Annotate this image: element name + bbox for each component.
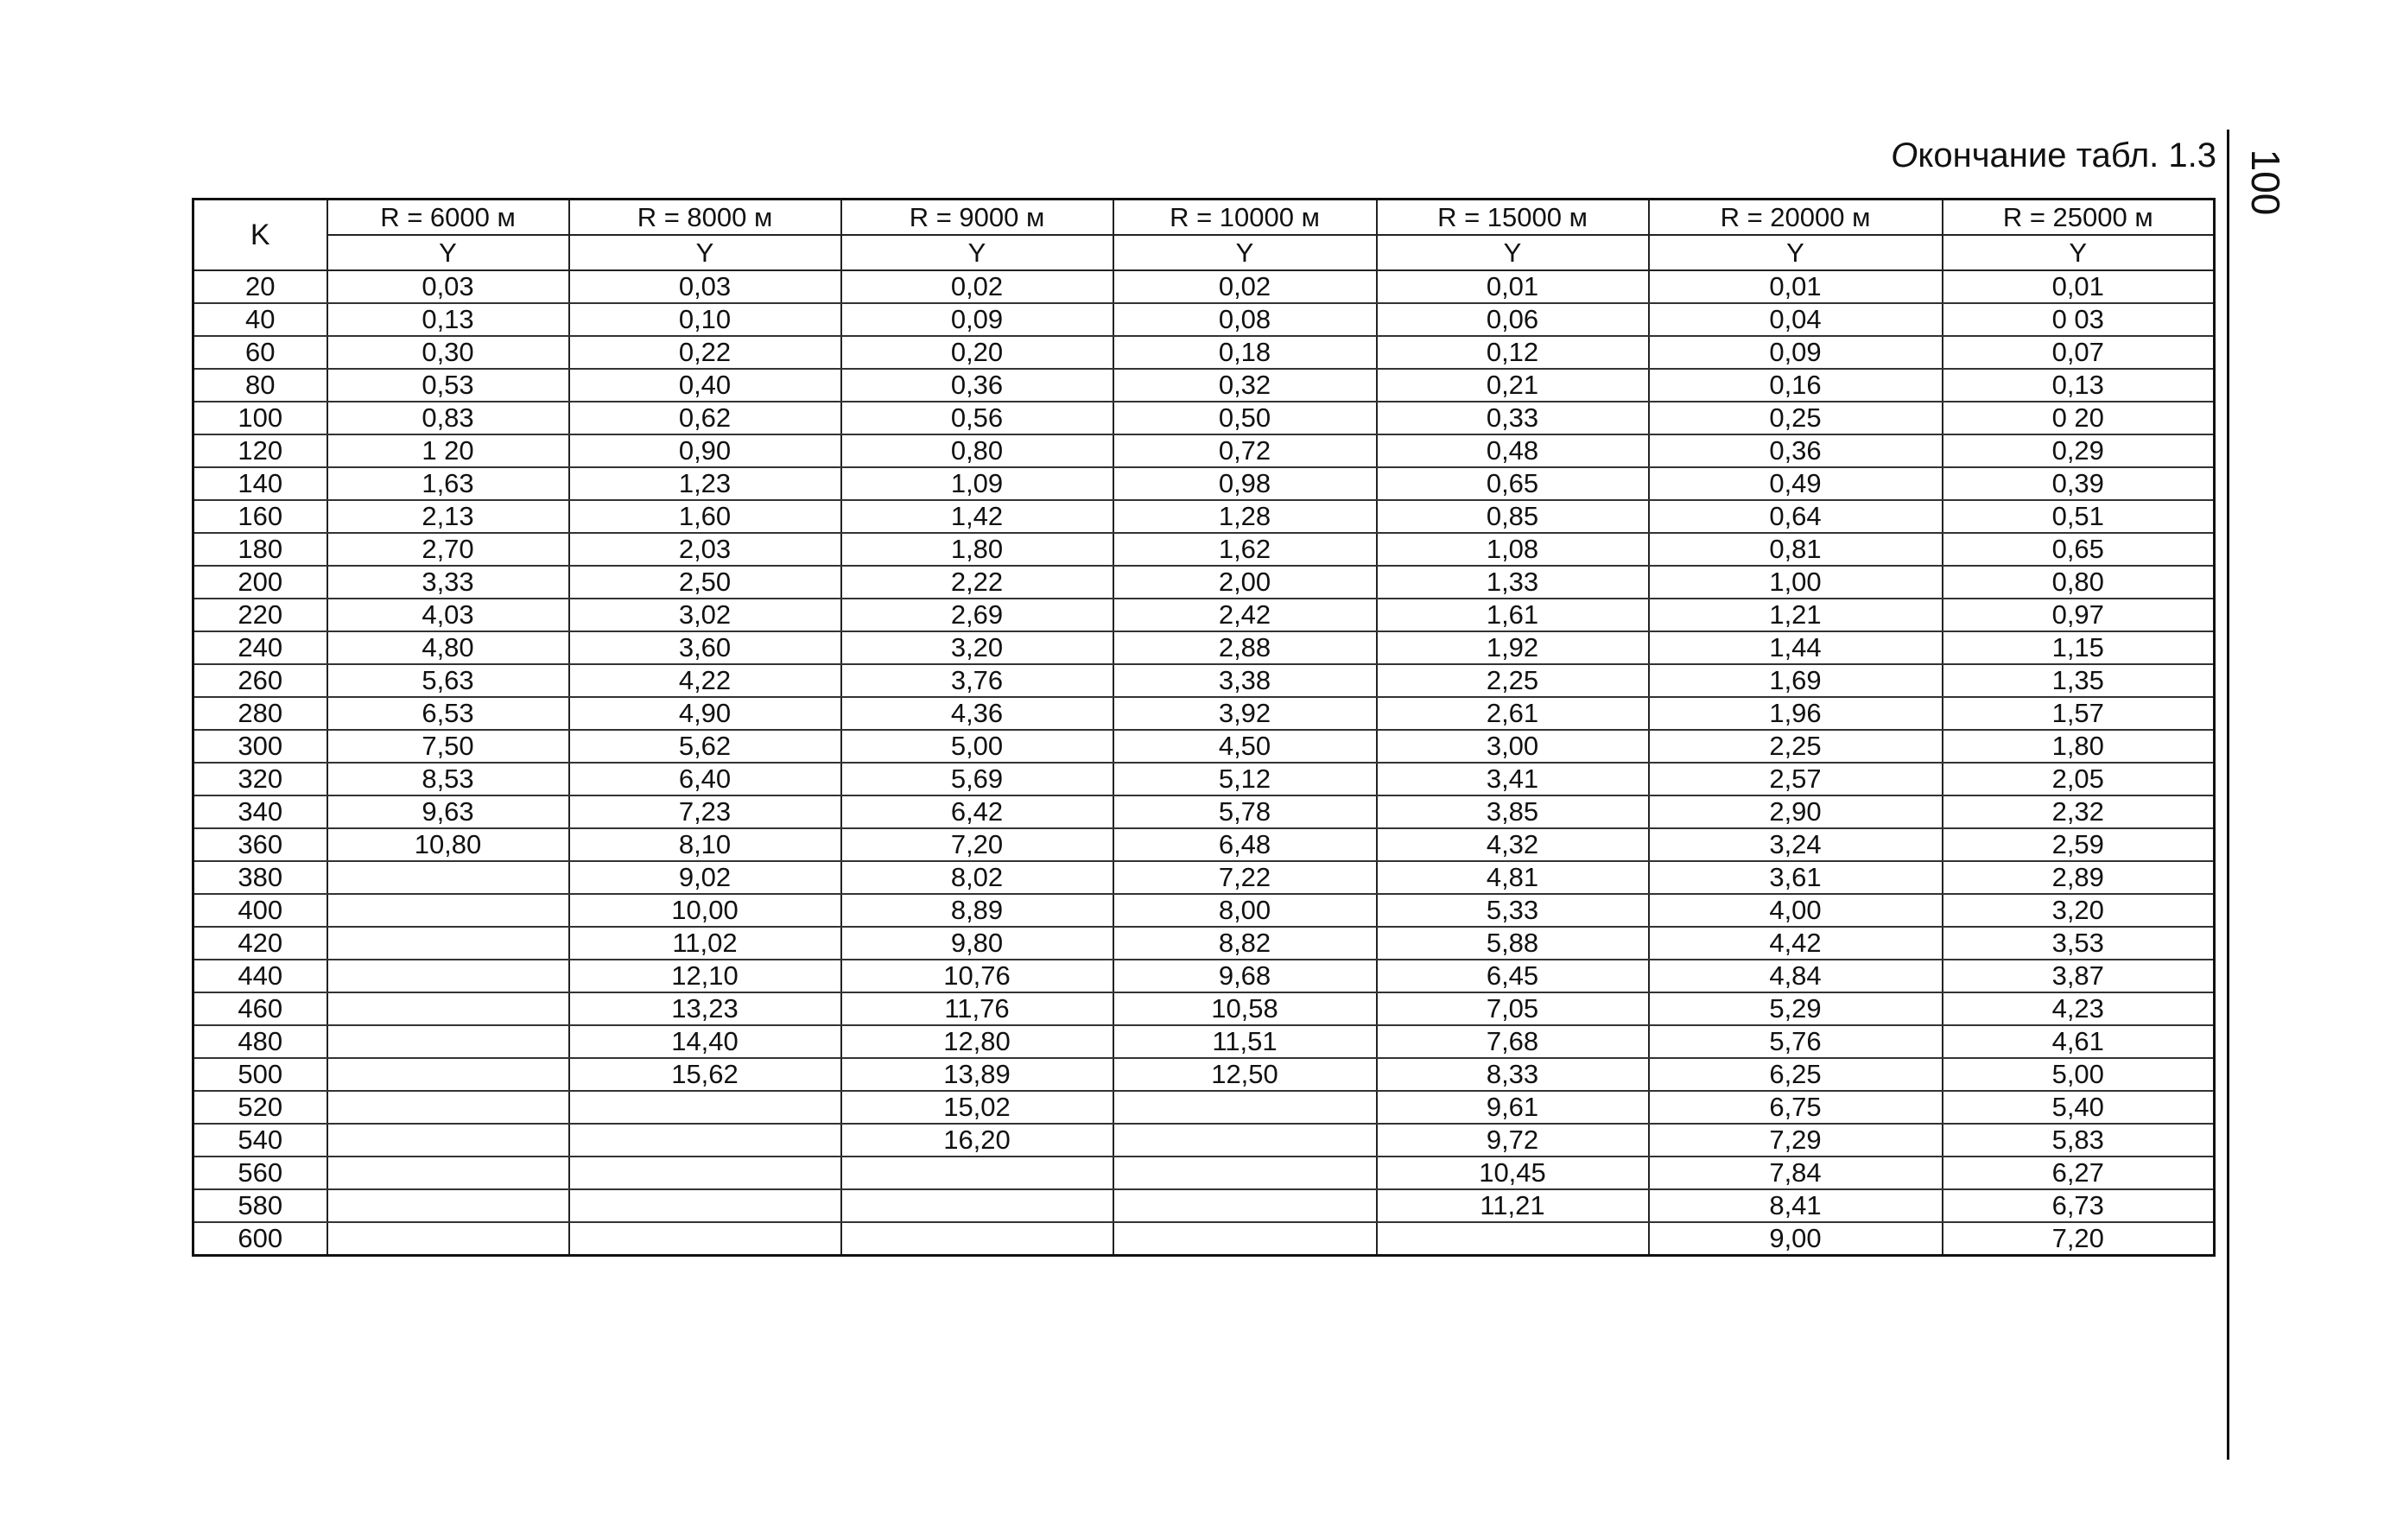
k-value-cell: 600 [193, 1222, 327, 1256]
k-value-cell: 260 [193, 664, 327, 697]
y-value-cell: 5,83 [1943, 1124, 2215, 1157]
y-value-cell: 0,83 [327, 402, 569, 434]
k-value-cell: 280 [193, 697, 327, 730]
caption-initial-letter: О [1891, 136, 1918, 174]
y-value-cell: 9,63 [327, 795, 569, 828]
y-value-cell: 1 20 [327, 434, 569, 467]
y-value-cell: 5,76 [1649, 1025, 1943, 1058]
y-value-cell: 0,39 [1943, 467, 2215, 500]
y-value-cell: 3,41 [1377, 763, 1649, 795]
y-subheader: Y [569, 235, 841, 270]
y-value-cell: 10,00 [569, 894, 841, 927]
y-value-cell: 7,50 [327, 730, 569, 763]
y-header-row [193, 235, 2215, 270]
y-value-cell: 0,09 [1649, 336, 1943, 369]
y-value-cell: 7,20 [841, 828, 1113, 861]
y-value-cell: 0,36 [841, 369, 1113, 402]
radius-header: R = 20000 м [1649, 200, 1943, 236]
y-value-cell: 0,18 [1113, 336, 1377, 369]
y-value-cell: 2,00 [1113, 566, 1377, 599]
k-value-cell: 440 [193, 960, 327, 992]
y-value-cell: 1,23 [569, 467, 841, 500]
y-value-cell: 2,50 [569, 566, 841, 599]
y-value-cell: 16,20 [841, 1124, 1113, 1157]
y-value-cell: 14,40 [569, 1025, 841, 1058]
table-row [193, 1124, 2215, 1157]
y-value-cell [569, 1157, 841, 1189]
y-value-cell [841, 1222, 1113, 1256]
y-value-cell: 0,16 [1649, 369, 1943, 402]
curve-offset-table [192, 198, 2216, 1257]
k-value-cell: 380 [193, 861, 327, 894]
page-number: 100 [2243, 149, 2288, 216]
table-row [193, 1058, 2215, 1091]
table-row [193, 402, 2215, 434]
y-value-cell: 0,36 [1649, 434, 1943, 467]
y-value-cell: 15,62 [569, 1058, 841, 1091]
y-value-cell: 9,68 [1113, 960, 1377, 992]
k-value-cell: 400 [193, 894, 327, 927]
y-value-cell [327, 992, 569, 1025]
y-value-cell: 11,02 [569, 927, 841, 960]
y-value-cell: 0 03 [1943, 303, 2215, 336]
y-value-cell: 8,53 [327, 763, 569, 795]
y-value-cell: 0,29 [1943, 434, 2215, 467]
y-value-cell: 2,57 [1649, 763, 1943, 795]
table-row [193, 566, 2215, 599]
table-row [193, 828, 2215, 861]
y-value-cell: 0,80 [841, 434, 1113, 467]
y-value-cell [327, 927, 569, 960]
y-value-cell [327, 1189, 569, 1222]
y-value-cell: 6,45 [1377, 960, 1649, 992]
y-value-cell: 0,08 [1113, 303, 1377, 336]
y-value-cell: 4,81 [1377, 861, 1649, 894]
y-value-cell: 0,33 [1377, 402, 1649, 434]
y-value-cell: 0,02 [1113, 270, 1377, 303]
y-value-cell: 4,42 [1649, 927, 1943, 960]
y-value-cell: 1,57 [1943, 697, 2215, 730]
y-value-cell [569, 1222, 841, 1256]
y-value-cell: 6,40 [569, 763, 841, 795]
y-subheader: Y [1649, 235, 1943, 270]
y-value-cell: 0,53 [327, 369, 569, 402]
y-value-cell: 12,80 [841, 1025, 1113, 1058]
y-value-cell: 1,92 [1377, 631, 1649, 664]
y-value-cell: 0,06 [1377, 303, 1649, 336]
y-value-cell [569, 1189, 841, 1222]
y-value-cell: 0,01 [1377, 270, 1649, 303]
y-value-cell: 3,38 [1113, 664, 1377, 697]
table-row [193, 631, 2215, 664]
table-row [193, 861, 2215, 894]
y-value-cell: 7,22 [1113, 861, 1377, 894]
y-value-cell [841, 1189, 1113, 1222]
y-value-cell: 0,98 [1113, 467, 1377, 500]
y-value-cell: 0,07 [1943, 336, 2215, 369]
y-value-cell: 0,09 [841, 303, 1113, 336]
y-value-cell: 12,10 [569, 960, 841, 992]
y-value-cell: 4,84 [1649, 960, 1943, 992]
y-value-cell [569, 1091, 841, 1124]
y-value-cell: 5,62 [569, 730, 841, 763]
k-value-cell: 520 [193, 1091, 327, 1124]
y-value-cell: 6,27 [1943, 1157, 2215, 1189]
y-value-cell: 7,68 [1377, 1025, 1649, 1058]
y-value-cell [327, 1091, 569, 1124]
y-value-cell: 0,12 [1377, 336, 1649, 369]
y-value-cell: 3,92 [1113, 697, 1377, 730]
k-value-cell: 180 [193, 533, 327, 566]
k-value-cell: 220 [193, 599, 327, 631]
y-value-cell: 3,20 [1943, 894, 2215, 927]
y-value-cell: 7,23 [569, 795, 841, 828]
y-value-cell: 1,09 [841, 467, 1113, 500]
y-value-cell: 2,22 [841, 566, 1113, 599]
y-value-cell: 1,69 [1649, 664, 1943, 697]
y-value-cell: 2,70 [327, 533, 569, 566]
k-value-cell: 80 [193, 369, 327, 402]
y-value-cell [327, 1124, 569, 1157]
y-value-cell [327, 861, 569, 894]
k-value-cell: 200 [193, 566, 327, 599]
y-value-cell: 6,53 [327, 697, 569, 730]
y-value-cell: 3,76 [841, 664, 1113, 697]
table-row [193, 730, 2215, 763]
y-value-cell: 0,13 [327, 303, 569, 336]
y-value-cell: 1,96 [1649, 697, 1943, 730]
y-value-cell: 0,65 [1377, 467, 1649, 500]
table-row [193, 697, 2215, 730]
y-value-cell: 7,20 [1943, 1222, 2215, 1256]
y-value-cell: 15,02 [841, 1091, 1113, 1124]
y-value-cell: 1,33 [1377, 566, 1649, 599]
y-value-cell: 0,10 [569, 303, 841, 336]
radius-header-row [193, 200, 2215, 236]
y-value-cell: 3,02 [569, 599, 841, 631]
k-value-cell: 100 [193, 402, 327, 434]
y-value-cell: 5,33 [1377, 894, 1649, 927]
y-value-cell: 6,75 [1649, 1091, 1943, 1124]
table-row [193, 1091, 2215, 1124]
page-margin-rule [2227, 130, 2229, 1460]
table-row [193, 927, 2215, 960]
y-value-cell: 0,97 [1943, 599, 2215, 631]
y-value-cell: 8,89 [841, 894, 1113, 927]
y-value-cell: 1,61 [1377, 599, 1649, 631]
y-value-cell: 0,50 [1113, 402, 1377, 434]
y-value-cell: 4,03 [327, 599, 569, 631]
y-value-cell: 3,85 [1377, 795, 1649, 828]
table-row [193, 960, 2215, 992]
y-value-cell: 0,85 [1377, 500, 1649, 533]
y-value-cell: 3,87 [1943, 960, 2215, 992]
radius-header: R = 25000 м [1943, 200, 2215, 236]
y-value-cell [327, 894, 569, 927]
y-value-cell: 3,00 [1377, 730, 1649, 763]
y-value-cell: 9,61 [1377, 1091, 1649, 1124]
y-value-cell: 10,80 [327, 828, 569, 861]
y-value-cell: 3,53 [1943, 927, 2215, 960]
radius-header: R = 10000 м [1113, 200, 1377, 236]
k-value-cell: 20 [193, 270, 327, 303]
y-value-cell: 5,69 [841, 763, 1113, 795]
k-value-cell: 160 [193, 500, 327, 533]
k-value-cell: 560 [193, 1157, 327, 1189]
y-value-cell: 0,02 [841, 270, 1113, 303]
table-row [193, 599, 2215, 631]
y-subheader: Y [1113, 235, 1377, 270]
caption-text: кончание табл. 1.3 [1918, 136, 2216, 174]
y-value-cell: 8,00 [1113, 894, 1377, 927]
y-value-cell: 8,10 [569, 828, 841, 861]
y-value-cell: 0,32 [1113, 369, 1377, 402]
y-value-cell: 4,22 [569, 664, 841, 697]
y-value-cell: 4,80 [327, 631, 569, 664]
y-value-cell: 10,58 [1113, 992, 1377, 1025]
y-value-cell: 0,04 [1649, 303, 1943, 336]
table-row [193, 303, 2215, 336]
y-value-cell: 0,01 [1649, 270, 1943, 303]
y-value-cell [327, 1222, 569, 1256]
y-value-cell: 0,64 [1649, 500, 1943, 533]
y-value-cell: 1,80 [1943, 730, 2215, 763]
y-value-cell: 2,13 [327, 500, 569, 533]
table-row [193, 336, 2215, 369]
y-value-cell: 13,23 [569, 992, 841, 1025]
y-value-cell: 2,89 [1943, 861, 2215, 894]
y-value-cell: 1,63 [327, 467, 569, 500]
y-value-cell: 0,13 [1943, 369, 2215, 402]
y-value-cell: 1,62 [1113, 533, 1377, 566]
y-value-cell: 0,90 [569, 434, 841, 467]
y-value-cell: 0,56 [841, 402, 1113, 434]
y-value-cell: 5,88 [1377, 927, 1649, 960]
y-value-cell: 5,63 [327, 664, 569, 697]
y-value-cell [327, 1058, 569, 1091]
y-value-cell: 7,05 [1377, 992, 1649, 1025]
y-value-cell: 1,00 [1649, 566, 1943, 599]
y-value-cell: 1,42 [841, 500, 1113, 533]
y-value-cell: 9,00 [1649, 1222, 1943, 1256]
y-value-cell: 5,00 [841, 730, 1113, 763]
y-value-cell: 0,51 [1943, 500, 2215, 533]
k-column-header: K [193, 200, 327, 271]
y-value-cell: 2,59 [1943, 828, 2215, 861]
table-row [193, 1189, 2215, 1222]
table-row [193, 992, 2215, 1025]
y-value-cell: 0,03 [327, 270, 569, 303]
y-value-cell [327, 1025, 569, 1058]
k-value-cell: 360 [193, 828, 327, 861]
y-value-cell: 5,00 [1943, 1058, 2215, 1091]
table-row [193, 434, 2215, 467]
y-value-cell: 11,51 [1113, 1025, 1377, 1058]
y-subheader: Y [1943, 235, 2215, 270]
y-value-cell: 8,82 [1113, 927, 1377, 960]
k-value-cell: 340 [193, 795, 327, 828]
y-value-cell: 11,21 [1377, 1189, 1649, 1222]
y-value-cell: 6,25 [1649, 1058, 1943, 1091]
y-value-cell: 0,48 [1377, 434, 1649, 467]
k-value-cell: 60 [193, 336, 327, 369]
y-value-cell: 4,61 [1943, 1025, 2215, 1058]
k-value-cell: 320 [193, 763, 327, 795]
y-value-cell: 2,03 [569, 533, 841, 566]
table-row [193, 664, 2215, 697]
y-value-cell: 2,42 [1113, 599, 1377, 631]
y-value-cell: 2,61 [1377, 697, 1649, 730]
k-value-cell: 500 [193, 1058, 327, 1091]
y-value-cell: 12,50 [1113, 1058, 1377, 1091]
y-value-cell [1377, 1222, 1649, 1256]
y-value-cell: 9,02 [569, 861, 841, 894]
y-value-cell: 5,78 [1113, 795, 1377, 828]
y-value-cell [327, 1157, 569, 1189]
y-subheader: Y [841, 235, 1113, 270]
y-value-cell: 0,49 [1649, 467, 1943, 500]
y-value-cell: 0,20 [841, 336, 1113, 369]
y-value-cell: 0,40 [569, 369, 841, 402]
table-row [193, 1157, 2215, 1189]
k-value-cell: 480 [193, 1025, 327, 1058]
y-value-cell: 0 20 [1943, 402, 2215, 434]
y-value-cell: 4,90 [569, 697, 841, 730]
y-value-cell [327, 960, 569, 992]
radius-header: R = 9000 м [841, 200, 1113, 236]
k-value-cell: 420 [193, 927, 327, 960]
y-value-cell: 2,25 [1377, 664, 1649, 697]
k-value-cell: 40 [193, 303, 327, 336]
table-row [193, 533, 2215, 566]
y-value-cell: 6,73 [1943, 1189, 2215, 1222]
y-value-cell: 10,45 [1377, 1157, 1649, 1189]
y-value-cell: 9,72 [1377, 1124, 1649, 1157]
y-value-cell: 2,69 [841, 599, 1113, 631]
y-value-cell: 9,80 [841, 927, 1113, 960]
table-row [193, 500, 2215, 533]
y-value-cell: 3,24 [1649, 828, 1943, 861]
y-value-cell: 1,44 [1649, 631, 1943, 664]
y-value-cell: 2,05 [1943, 763, 2215, 795]
y-value-cell: 0,62 [569, 402, 841, 434]
y-value-cell: 4,32 [1377, 828, 1649, 861]
y-value-cell: 3,20 [841, 631, 1113, 664]
y-value-cell: 8,02 [841, 861, 1113, 894]
y-value-cell: 3,61 [1649, 861, 1943, 894]
y-value-cell: 0,22 [569, 336, 841, 369]
table-row [193, 270, 2215, 303]
table-row [193, 1222, 2215, 1256]
y-value-cell: 0,72 [1113, 434, 1377, 467]
y-value-cell: 0,03 [569, 270, 841, 303]
radius-header: R = 15000 м [1377, 200, 1649, 236]
y-value-cell: 0,80 [1943, 566, 2215, 599]
y-value-cell: 1,28 [1113, 500, 1377, 533]
k-value-cell: 580 [193, 1189, 327, 1222]
table-row [193, 795, 2215, 828]
y-value-cell: 2,88 [1113, 631, 1377, 664]
y-value-cell: 6,42 [841, 795, 1113, 828]
y-value-cell: 5,29 [1649, 992, 1943, 1025]
y-value-cell: 3,33 [327, 566, 569, 599]
k-value-cell: 140 [193, 467, 327, 500]
y-value-cell: 0,25 [1649, 402, 1943, 434]
y-value-cell: 2,32 [1943, 795, 2215, 828]
y-value-cell [1113, 1091, 1377, 1124]
y-value-cell [841, 1157, 1113, 1189]
table-body [193, 270, 2215, 1256]
y-value-cell: 5,40 [1943, 1091, 2215, 1124]
k-value-cell: 120 [193, 434, 327, 467]
y-value-cell: 1,35 [1943, 664, 2215, 697]
k-value-cell: 460 [193, 992, 327, 1025]
table-caption [1891, 131, 2216, 180]
y-value-cell: 1,15 [1943, 631, 2215, 664]
y-value-cell: 11,76 [841, 992, 1113, 1025]
table-row [193, 763, 2215, 795]
y-value-cell: 8,41 [1649, 1189, 1943, 1222]
y-value-cell: 4,23 [1943, 992, 2215, 1025]
y-value-cell [1113, 1157, 1377, 1189]
y-value-cell: 3,60 [569, 631, 841, 664]
radius-header: R = 6000 м [327, 200, 569, 236]
y-value-cell: 7,29 [1649, 1124, 1943, 1157]
y-value-cell: 5,12 [1113, 763, 1377, 795]
y-value-cell: 4,00 [1649, 894, 1943, 927]
y-value-cell: 13,89 [841, 1058, 1113, 1091]
y-subheader: Y [327, 235, 569, 270]
y-value-cell: 4,36 [841, 697, 1113, 730]
y-value-cell: 0,01 [1943, 270, 2215, 303]
y-value-cell: 8,33 [1377, 1058, 1649, 1091]
k-value-cell: 240 [193, 631, 327, 664]
y-value-cell: 0,81 [1649, 533, 1943, 566]
y-value-cell [1113, 1222, 1377, 1256]
y-value-cell: 0,30 [327, 336, 569, 369]
y-value-cell: 4,50 [1113, 730, 1377, 763]
y-value-cell [1113, 1189, 1377, 1222]
y-value-cell: 10,76 [841, 960, 1113, 992]
y-value-cell: 7,84 [1649, 1157, 1943, 1189]
y-value-cell: 2,25 [1649, 730, 1943, 763]
y-value-cell: 0,65 [1943, 533, 2215, 566]
y-subheader: Y [1377, 235, 1649, 270]
table-row [193, 467, 2215, 500]
y-value-cell: 2,90 [1649, 795, 1943, 828]
k-value-cell: 540 [193, 1124, 327, 1157]
y-value-cell [1113, 1124, 1377, 1157]
y-value-cell: 1,21 [1649, 599, 1943, 631]
table-header [193, 200, 2215, 271]
y-value-cell: 1,08 [1377, 533, 1649, 566]
y-value-cell: 0,21 [1377, 369, 1649, 402]
table-row [193, 894, 2215, 927]
k-value-cell: 300 [193, 730, 327, 763]
table-row [193, 369, 2215, 402]
y-value-cell: 1,80 [841, 533, 1113, 566]
radius-header: R = 8000 м [569, 200, 841, 236]
y-value-cell: 1,60 [569, 500, 841, 533]
y-value-cell [569, 1124, 841, 1157]
y-value-cell: 6,48 [1113, 828, 1377, 861]
table-row [193, 1025, 2215, 1058]
